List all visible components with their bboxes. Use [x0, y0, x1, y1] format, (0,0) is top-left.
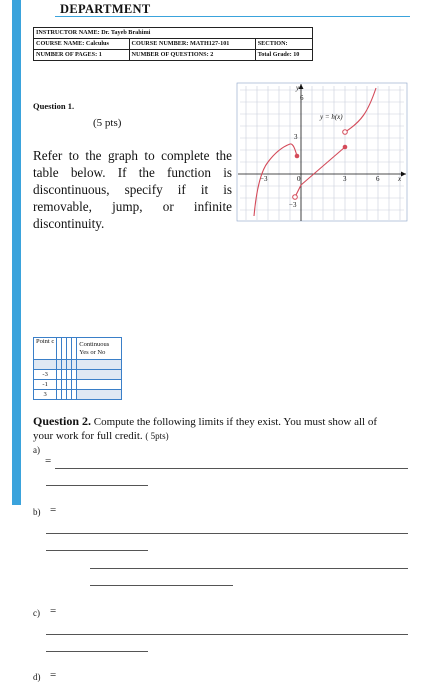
pages-cell: NUMBER OF PAGES: 1 — [34, 50, 130, 61]
part-a-equals: = — [45, 455, 52, 467]
course-name-cell: COURSE NAME: Calculus — [34, 39, 130, 50]
graph-axes — [238, 84, 406, 221]
function-graph — [236, 82, 408, 222]
point-closed-right — [343, 145, 348, 150]
x-axis-arrow — [401, 172, 406, 177]
part-c-label: c) — [33, 608, 40, 618]
answer-line — [46, 651, 148, 652]
x-tick-3: 3 — [343, 175, 347, 183]
answer-line — [46, 485, 148, 486]
title-underline — [55, 16, 410, 17]
row-point: -3 — [34, 370, 57, 380]
y-tick-6: 6 — [300, 94, 304, 102]
row-answer-cell[interactable] — [77, 380, 122, 390]
answer-line — [46, 533, 408, 534]
part-c-equals: = — [50, 605, 57, 617]
part-d-label: d) — [33, 672, 41, 682]
total-grade-cell: Total Grade: 10 — [255, 50, 312, 61]
row-point: 3 — [34, 390, 57, 400]
graph-grid — [240, 86, 404, 220]
part-b-label: b) — [33, 507, 41, 517]
origin-label: 0 — [297, 175, 301, 183]
sidebar-accent — [12, 0, 21, 505]
question-2-title: Question 2. — [33, 414, 92, 428]
answer-line — [90, 585, 233, 586]
answer-line — [46, 634, 408, 635]
question-1-points: (5 pts) — [93, 117, 122, 129]
section-cell: SECTION: — [255, 39, 312, 50]
row-point: -1 — [34, 380, 57, 390]
answer-line — [46, 550, 148, 551]
question-2-text: Question 2. Compute the following limits if they exist. You must show all of your work for full credit. ( 5pts) — [33, 414, 378, 442]
graph-border — [237, 83, 407, 221]
x-axis-label: x — [398, 175, 402, 183]
answer-line — [90, 568, 408, 569]
point-open-right — [343, 130, 348, 135]
continuity-table — [33, 337, 122, 400]
part-d-equals: = — [50, 669, 57, 681]
row-answer-cell[interactable] — [77, 370, 122, 380]
questions-cell: NUMBER OF QUESTIONS: 2 — [129, 50, 255, 61]
answer-line — [55, 468, 408, 469]
header-point-c: Point c — [34, 338, 57, 360]
part-a-label: a) — [33, 445, 40, 455]
course-info-table — [33, 27, 313, 61]
function-curve — [254, 88, 376, 216]
x-tick-6: 6 — [376, 175, 380, 183]
header-continuous: Continuous Yes or No — [77, 338, 122, 360]
course-number-cell: COURSE NUMBER: MATH127-101 — [129, 39, 255, 50]
y-axis-arrow — [299, 84, 304, 89]
x-tick-neg3: −3 — [260, 175, 268, 183]
y-axis-label: y — [296, 84, 300, 92]
department-title: DEPARTMENT — [60, 2, 151, 16]
y-tick-neg3: −3 — [289, 201, 297, 209]
question-1-text: Refer to the graph to complete the table below. If the function is discontinuous, specify if it is removable, jump, or infinite discontinuity. — [33, 148, 232, 231]
y-tick-3: 3 — [294, 133, 298, 141]
point-closed-left — [295, 154, 300, 159]
row-answer-cell[interactable] — [77, 390, 122, 400]
instructor-cell: INSTRUCTOR NAME: Dr. Tayeb Brahimi — [34, 28, 313, 39]
function-label: y = h(x) — [320, 113, 343, 121]
point-open-left — [293, 195, 298, 200]
question-1-title: Question 1. — [33, 101, 75, 111]
part-b-equals: = — [50, 504, 57, 516]
